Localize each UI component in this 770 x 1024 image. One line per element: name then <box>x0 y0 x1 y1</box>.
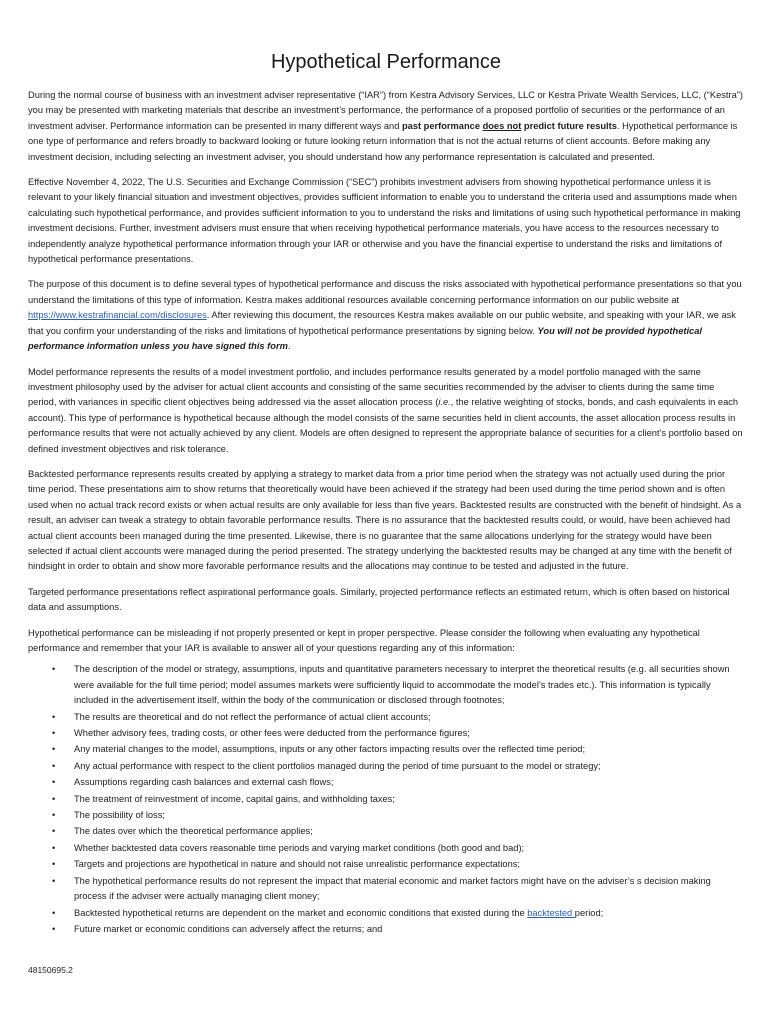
list-item: • Future market or economic conditions can adversely affect the returns; and <box>74 922 744 937</box>
intro-paragraph: During the normal course of business with an investment adviser representative (“IAR”) from Kestra Advisory Services, LLC or Kestra Private Wealth Services, LLC, (“Kestra”) you may be presented with marketing materials that describe an investment’s performance, the performance of a proposed portfolio of securities or the performance of an investment adviser. Performance information can be presented in many different ways and past performance does not predict future results. Hypothetical performance is one type of performance and refers broadly to backward looking or future looking return information that is not the actual returns of client accounts. Before making any investment decision, including selecting an investment adviser, you should understand how any performance representation is calculated and presented. <box>28 90 743 162</box>
list-item: • Assumptions regarding cash balances and external cash flows; <box>74 775 744 790</box>
purpose-paragraph: The purpose of this document is to define several types of hypothetical performance and discuss the risks associated with hypothetical performance presentations so that you understand the limitations of this type of information. Kestra makes additional resources available concerning performance information on our public website at https://www.kestrafinancial.com/disclosures. After reviewing this document, the resources Kestra makes available on our public website, and speaking with your IAR, we ask that you confirm your understanding of the risks and limitations of hypothetical performance presentations by signing below. You will not be provided hypothetical performance information unless you have signed this form. <box>28 279 742 352</box>
document-id: 48150695.2 <box>28 965 73 975</box>
disclosures-link[interactable]: https://www.kestrafinancial.com/disclosures <box>28 310 207 321</box>
list-item: • The description of the model or strategy, assumptions, inputs and quantitative parameters necessary to interpret the theoretical results (e.g. all securities shown were available for the full time period; model assumes markets were sufficiently liquid to accommodate the model’s trades etc.). This information is typically included in the advertisement itself, within the body of the communication or disclosed through footnotes; <box>74 662 744 708</box>
model-performance-paragraph: Model performance represents the results of a model investment portfolio, and includes performance results generated by a model portfolio managed with the same investment philosophy used by the adviser for actual client accounts and consisting of the same securities recommended by the adviser to clients during the same time period, with variances in specific client objectives being addressed via the asset allocation process (i.e., the relative weighting of stocks, bonds, and cash equivalents in each account). This type of performance is hypothetical because although the model consists of the same securities held in client accounts, the asset allocation process results in performance results that were not actually achieved by any client. Models are often designed to represent the appropriate balance of securities for a client’s portfolio based on defined investment objectives and risk tolerance. <box>28 366 743 454</box>
list-item: • Backtested hypothetical returns are dependent on the market and economic conditions that existed during the backtested period; <box>74 906 744 921</box>
past-performance-bold: past performance <box>401 120 483 131</box>
signature-requirement: You will not be provided hypothetical performance information unless you have signed this form <box>28 325 702 352</box>
does-not-underlined: does not <box>482 120 522 131</box>
considerations-list <box>28 662 744 937</box>
targeted-performance-paragraph: Targeted performance presentations reflect aspirational performance goals. Similarly, projected performance reflects an estimated return, which is often based on historical data and assumptions. <box>28 586 730 613</box>
page-title: Hypothetical Performance <box>270 51 502 73</box>
predict-results-bold: predict future results <box>521 120 617 131</box>
list-item: • The hypothetical performance results do not represent the impact that material economic and market factors might have on the adviser’s s decision making process if the adviser were actually managing client money; <box>74 874 744 905</box>
list-item: • The possibility of loss; <box>74 808 744 823</box>
list-item: • Whether backtested data covers reasonable time periods and varying market conditions (both good and bad); <box>74 841 744 856</box>
list-item: • The treatment of reinvestment of income, capital gains, and withholding taxes; <box>74 792 744 807</box>
list-item: • The results are theoretical and do not reflect the performance of actual client accounts; <box>74 710 744 725</box>
list-item: • Targets and projections are hypothetical in nature and should not raise unrealistic performance expectations; <box>74 857 744 872</box>
backtested-link[interactable]: backtested <box>527 907 575 918</box>
backtested-performance-paragraph: Backtested performance represents results created by applying a strategy to market data from a prior time period when the strategy was not actually used during the prior time period. These presentations aim to show returns that theoretically would have been achieved if the strategy had been used during the time period shown and is often used when no actual track record exists or when actual results are only available for less than five years. Backtested results are constructed with the benefit of hindsight. As a result, an adviser can tweak a strategy to obtain favorable performance results. There is no assurance that the backtested results could, or would, have been achieved had actual client accounts been managed during the time presented. Likewise, there is no guarantee that the same allocations underlying for the strategy would have been selected if actual client accounts were managed during the period presented. The strategy underlying the backtested results may be changed at any time with the benefit of hindsight in order to obtain and show more favorable performance results and the allocations may continue to be tested and adjusted in the future. <box>28 468 742 572</box>
list-item: • Any material changes to the model, assumptions, inputs or any other factors impacting results over the reflected time period; <box>74 742 744 757</box>
sec-rule-paragraph: Effective November 4, 2022, The U.S. Securities and Exchange Commission (“SEC”) prohibits investment advisers from showing hypothetical performance unless it is relevant to your likely financial situation and investment objectives, provides sufficient information to enable you to understand the criteria used and assumptions made when calculating such hypothetical performance, and provides sufficient information to you to understand the risks and limitations of using such hypothetical performance in making investment decisions. Further, investment advisers must ensure that when receiving hypothetical performance materials, you have access to the resources necessary to independently analyze hypothetical performance information through your IAR or otherwise and you have the financial expertise to understand the risks and limitations of hypothetical performance presentations. <box>28 177 741 265</box>
considerations-intro-paragraph: Hypothetical performance can be misleading if not properly presented or kept in proper perspective. Please consider the following when evaluating any hypothetical performance and remember that your IAR is available to answer all of your questions regarding any of this information: <box>28 627 700 653</box>
list-item: • The dates over which the theoretical performance applies; <box>74 824 744 839</box>
list-item: • Any actual performance with respect to the client portfolios managed during the period of time pursuant to the model or strategy; <box>74 759 744 774</box>
list-item: • Whether advisory fees, trading costs, or other fees were deducted from the performance figures; <box>74 726 744 741</box>
